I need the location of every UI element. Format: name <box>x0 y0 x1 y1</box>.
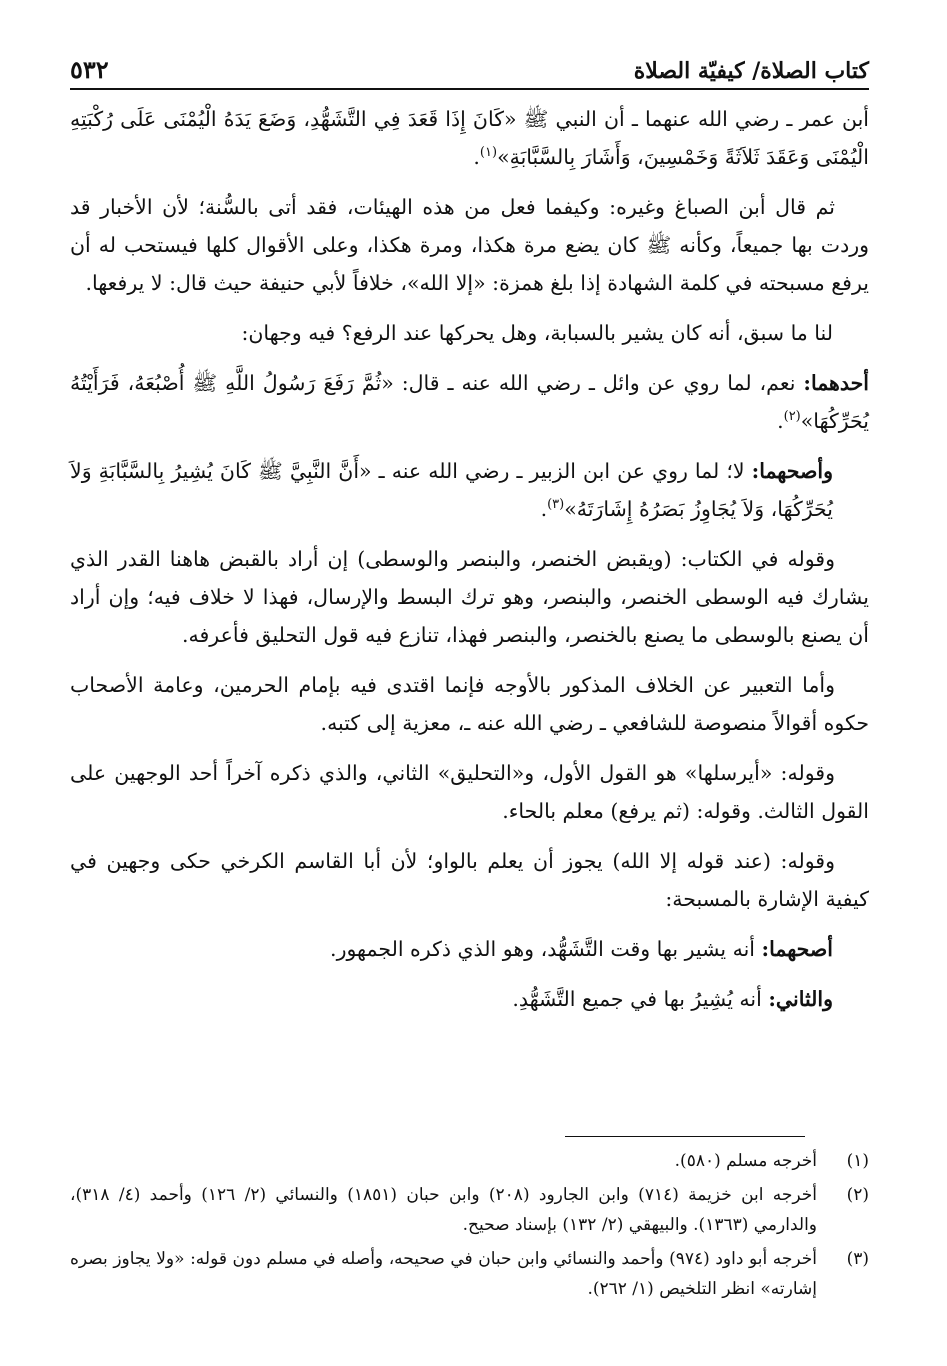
footnote <box>70 1146 869 1176</box>
page-header <box>70 44 869 90</box>
paragraph: أصحهما: أنه يشير بها وقت التَّشَهُّد، وهو الذي ذكره الجمهور. <box>330 937 833 961</box>
footnote <box>70 1244 869 1304</box>
footnote-text: أخرجه مسلم (٥٨٠). <box>674 1151 817 1171</box>
footnote-ref[interactable]: (٢) <box>783 409 801 425</box>
footnotes <box>70 1146 869 1308</box>
footnote-number: (١) <box>846 1151 869 1171</box>
footnote-text: أخرجه أبو داود (٩٧٤) وأحمد والنسائي وابن حبان في صحيحه، وأصله في مسلم دون قوله: «ولا يجاوز بصره إشارته» انظر التلخيص (١/ ٢٦٢). <box>70 1249 817 1299</box>
footnote-number: (٣) <box>846 1249 869 1269</box>
running-title: كتاب الصلاة/ كيفيّة الصلاة <box>633 58 869 84</box>
footnote-ref[interactable]: (١) <box>479 145 498 161</box>
paragraph: وأصحهما: لا؛ لما روي عن ابن الزبير ـ رضي الله عنه ـ «أَنَّ النَّبِيَّ ﷺ كَانَ يُشِيرُ بِالسَّبَّابَةِ وَلاَ يُحَرِّكُهَا، وَلاَ يُجَاوِزُ بَصَرُهُ إِشَارَتَهُ»$^{(٣)}$. <box>70 459 833 521</box>
footnote-ref[interactable]: (٣) <box>547 497 565 513</box>
paragraph: وقوله: (عند قوله إلا الله) يجوز أن يعلم بالواو؛ لأن أبا القاسم الكرخي حكى وجهين في كيفية الإشارة بالمسبحة: <box>70 849 869 911</box>
footnote-divider <box>565 1136 805 1137</box>
paragraph: والثاني: أنه يُشِيرُ بها في جميع التَّشَهُّدِ. <box>512 987 833 1011</box>
page-number: ٥٣٢ <box>70 55 109 84</box>
paragraph: وقوله: «أيرسلها» هو القول الأول، و«التحليق» الثاني، والذي ذكره آخراً أحد الوجهين على القول الثالث. وقوله: (ثم يرفع) معلم بالحاء. <box>70 761 869 823</box>
paragraph: أحدهما: نعم، لما روي عن وائل ـ رضي الله عنه ـ قال: «ثُمَّ رَفَعَ رَسُولُ اللَّهِ ﷺ أُصْبُعَهُ، فَرَأَيْتُهُ يُحَرِّكُهَا»$^{(٢)}$. <box>70 371 869 433</box>
paragraph-lead: وأصحهما: <box>751 459 833 483</box>
paragraph: وأما التعبير عن الخلاف المذكور بالأوجه فإنما اقتدى فيه بإمام الحرمين، وعامة الأصحاب حكوه أقوالاً منصوصة للشافعي ـ رضي الله عنه ـ، معزية إلى كتبه. <box>70 673 869 735</box>
footnote-number: (٢) <box>846 1185 869 1205</box>
paragraph: لنا ما سبق، أنه كان يشير بالسبابة، وهل يحركها عند الرفع؟ فيه وجهان: <box>241 321 833 345</box>
paragraph: وقوله في الكتاب: (ويقبض الخنصر، والبنصر والوسطى) إن أراد بالقبض هاهنا القدر الذي يشارك فيه الوسطى الخنصر، والبنصر، وهو ترك البسط والإرسال، فهذا لا خلاف فيه؛ وإن أراد أن يصنع بالوسطى ما يصنع بالخنصر، والبنصر فهذا، تنازع فيه قول التحليق فأعرفه. <box>70 547 869 647</box>
footnote-text: أخرجه ابن خزيمة (٧١٤) وابن الجارود (٢٠٨) وابن حبان (١٨٥١) والنسائي (٢/ ١٢٦) وأحمد (٤/ ٣١٨)، والدارمي (١٣٦٣). والبيهقي (٢/ ١٣٢) بإسناد صحيح. <box>70 1185 818 1235</box>
paragraph-lead: أصحهما: <box>761 937 833 961</box>
paragraph-lead: والثاني: <box>768 987 833 1011</box>
paragraph: ثم قال أبن الصباغ وغيره: وكيفما فعل من هذه الهيئات، فقد أتى بالسُّنة؛ لأن الأخبار قد وردت بها جميعاً، وكأنه ﷺ كان يضع مرة هكذا، ومرة هكذا، وعلى الأقوال كلها فيستحب له أن يرفع مسبحته في كلمة الشهادة إذا بلغ همزة: «إلا الله»، خلافاً لأبي حنيفة حيث قال: لا يرفعها. <box>70 195 869 295</box>
paragraph: أبن عمر ـ رضي الله عنهما ـ أن النبي ﷺ «كَانَ إِذَا قَعَدَ فِي التَّشَهُّدِ، وَضَعَ يَدَهُ الْيُمْنَى عَلَى رُكْبَتِهِ الْيُمْنَى وَعَقَدَ ثَلاَثَةً وَخَمْسِينَ، وَأَشَارَ بِالسَّبَّابَةِ»$^{(١)}$. <box>70 107 869 169</box>
main-text <box>70 100 869 1030</box>
footnote <box>70 1180 869 1240</box>
paragraph-lead: أحدهما: <box>803 371 869 395</box>
